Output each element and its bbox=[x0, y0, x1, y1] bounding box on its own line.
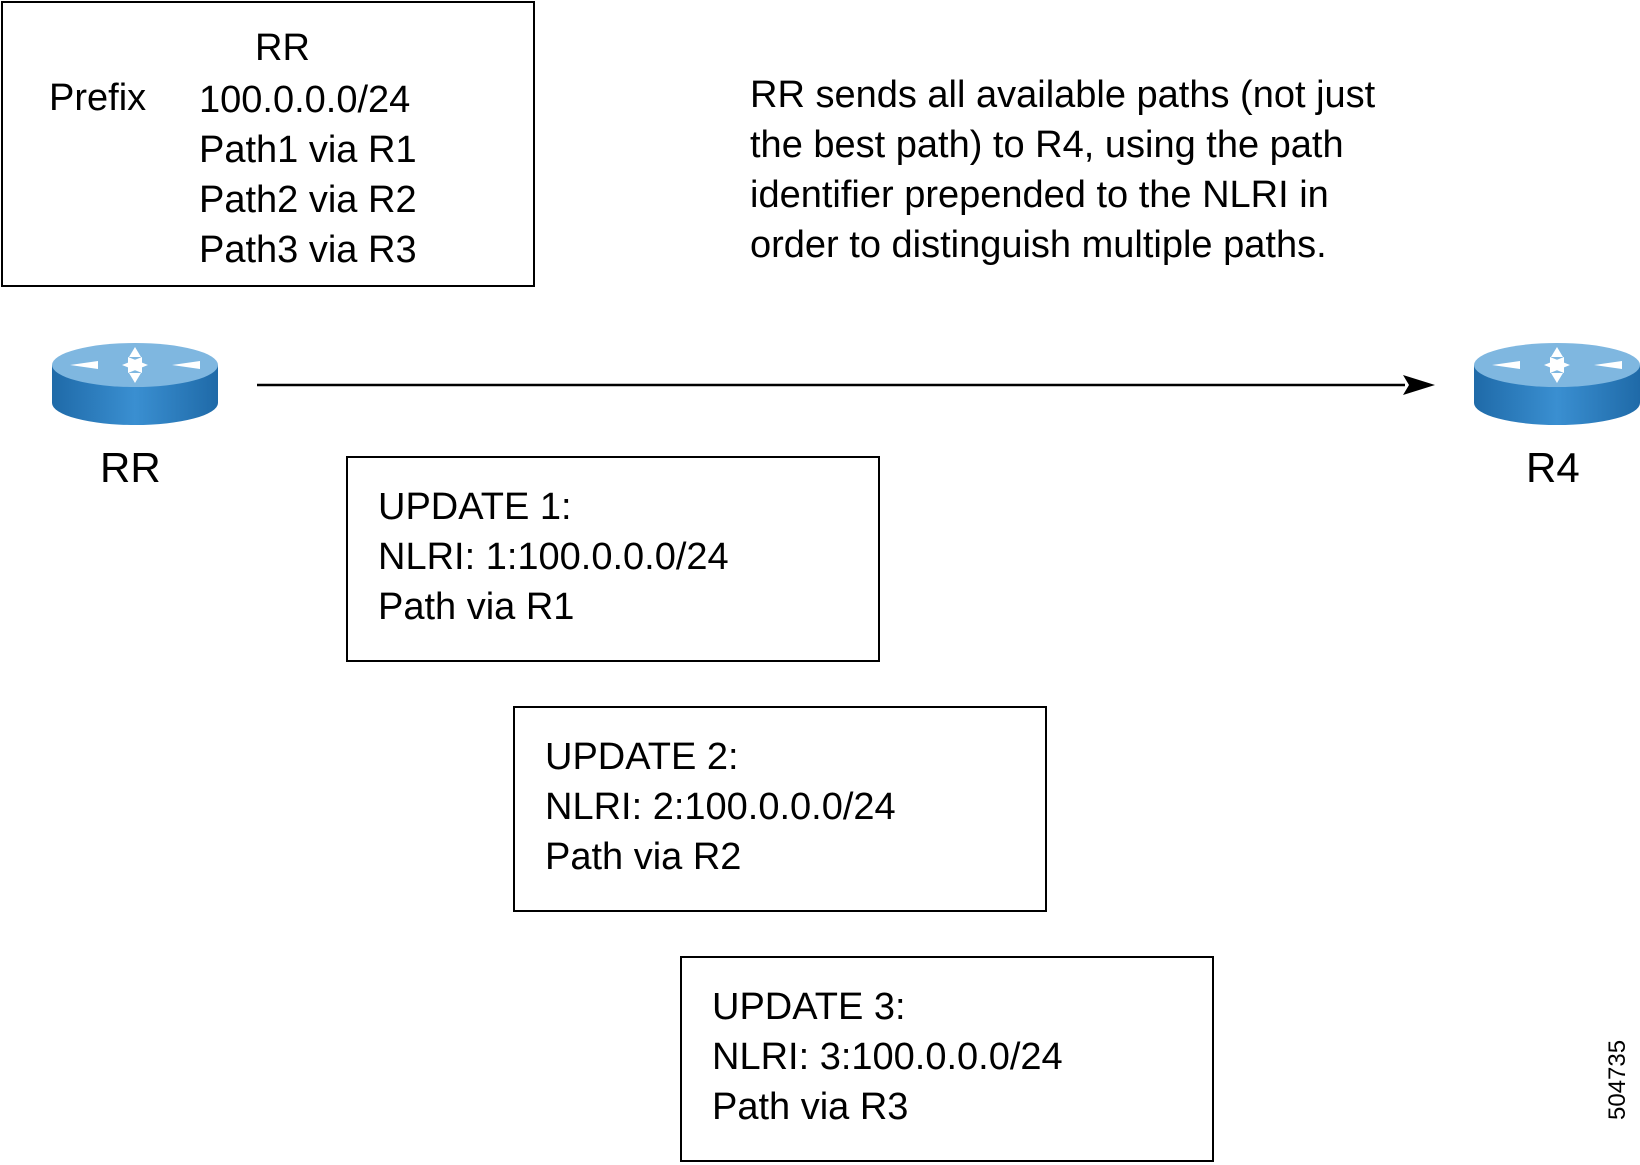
path-entry-1: Path1 via R1 bbox=[199, 129, 417, 171]
router-label-r4: R4 bbox=[1526, 444, 1580, 491]
update-box-3 bbox=[680, 956, 1214, 1162]
prefix-column bbox=[199, 75, 417, 275]
router-icon bbox=[1472, 335, 1640, 435]
update-flow-arrow bbox=[255, 370, 1435, 400]
update-path: Path via R3 bbox=[712, 1086, 909, 1128]
description-text bbox=[750, 70, 1470, 270]
update-title: UPDATE 3: bbox=[712, 986, 906, 1028]
description-line-2: the best path) to R4, using the path bbox=[750, 124, 1344, 166]
description-line-4: order to distinguish multiple paths. bbox=[750, 224, 1327, 266]
router-label-rr: RR bbox=[100, 444, 161, 491]
update-nlri: NLRI: 3:100.0.0.0/24 bbox=[712, 1036, 1063, 1078]
update-title: UPDATE 1: bbox=[378, 486, 572, 528]
path-entry-2: Path2 via R2 bbox=[199, 179, 417, 221]
update-box-2 bbox=[513, 706, 1047, 912]
prefix-value: 100.0.0.0/24 bbox=[199, 79, 411, 121]
prefix-label: Prefix bbox=[49, 77, 147, 119]
path-entry-3: Path3 via R3 bbox=[199, 229, 417, 271]
update-nlri: NLRI: 1:100.0.0.0/24 bbox=[378, 536, 729, 578]
figure-id: 504735 bbox=[1604, 1039, 1631, 1120]
update-path: Path via R2 bbox=[545, 836, 742, 878]
rr-table-header: RR bbox=[255, 27, 310, 69]
update-path: Path via R1 bbox=[378, 586, 575, 628]
description-line-1: RR sends all available paths (not just bbox=[750, 74, 1376, 116]
router-icon bbox=[50, 335, 220, 435]
rr-routing-table bbox=[1, 1, 535, 287]
update-box-1 bbox=[346, 456, 880, 662]
update-title: UPDATE 2: bbox=[545, 736, 739, 778]
description-line-3: identifier prepended to the NLRI in bbox=[750, 174, 1329, 216]
update-nlri: NLRI: 2:100.0.0.0/24 bbox=[545, 786, 896, 828]
